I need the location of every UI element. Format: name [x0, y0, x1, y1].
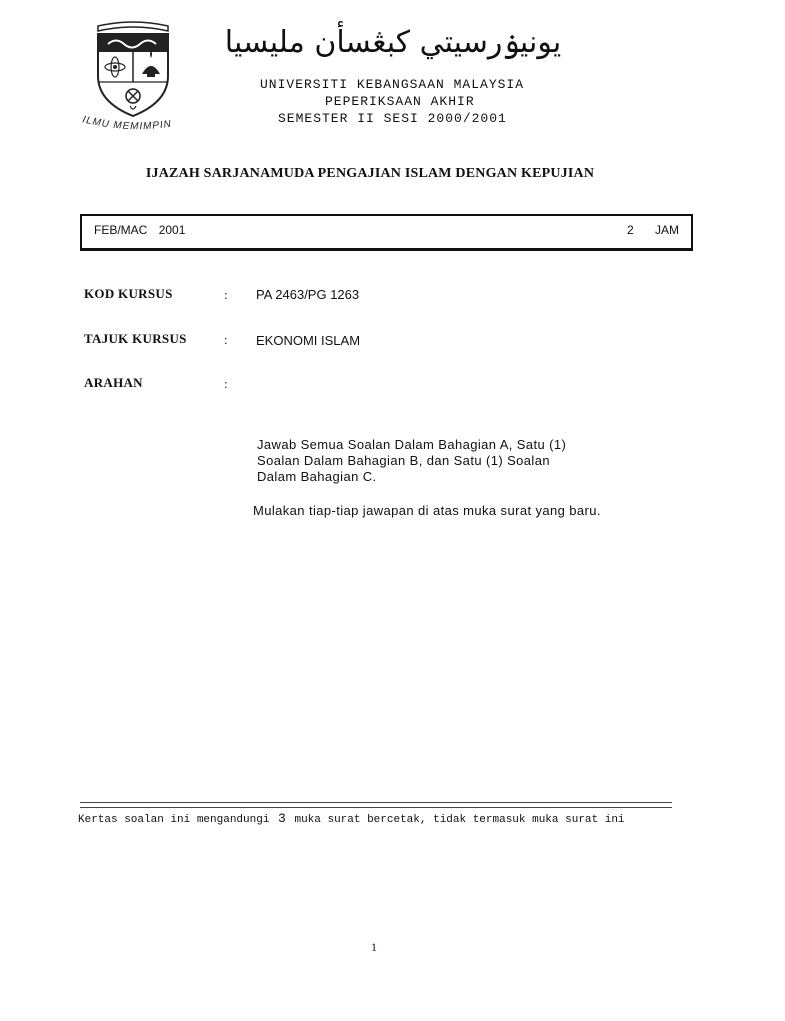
course-code-separator: :	[224, 287, 228, 302]
instructions-separator: :	[224, 376, 228, 391]
page-number: 1	[371, 940, 377, 954]
degree-title: IJAZAH SARJANAMUDA PENGAJIAN ISLAM DENGAN KEPUJIAN	[145, 166, 595, 181]
exam-time-box	[80, 214, 693, 251]
page-count-value: 3	[278, 811, 286, 826]
page-count-text-after: muka surat bercetak, tidak termasuk muka surat ini	[294, 814, 625, 826]
course-code-value: PA 2463/PG 1263	[256, 287, 360, 302]
university-motto	[80, 112, 210, 142]
instruction-line-3: Dalam Bahagian C.	[257, 469, 377, 484]
university-name: UNIVERSITI KEBANGSAAN MALAYSIA	[260, 77, 525, 92]
svg-text:ILMU MEMIMPIN: ILMU MEMIMPIN	[81, 114, 173, 133]
page-count-note	[78, 811, 625, 826]
course-title-value: EKONOMI ISLAM	[256, 333, 361, 348]
exam-date-value: 2001	[158, 223, 186, 237]
course-code-label: KOD KURSUS	[84, 286, 173, 301]
university-name-jawi: يونيۏرسيتي كبڠسأن مليسيا	[224, 25, 562, 60]
course-title-separator: :	[224, 332, 228, 347]
instruction-line-4: Mulakan tiap-tiap jawapan di atas muka surat yang baru.	[253, 503, 601, 518]
footer-divider	[80, 802, 672, 808]
course-title-label: TAJUK KURSUS	[84, 331, 187, 346]
exam-date-label: FEB/MAC	[94, 223, 148, 237]
semester-title: SEMESTER II SESI 2000/2001	[278, 111, 507, 126]
instructions-label: ARAHAN	[84, 375, 143, 390]
exam-duration	[627, 223, 679, 237]
instruction-line-2: Soalan Dalam Bahagian B, dan Satu (1) Soalan	[257, 453, 550, 468]
instruction-line-1: Jawab Semua Soalan Dalam Bahagian A, Satu (1)	[257, 437, 567, 452]
exam-duration-value: 2	[626, 223, 634, 237]
exam-date	[94, 223, 185, 237]
exam-duration-unit: JAM	[655, 223, 679, 237]
exam-title: PEPERIKSAAN AKHIR	[325, 94, 475, 109]
page-count-text-before: Kertas soalan ini mengandungi	[78, 814, 270, 826]
